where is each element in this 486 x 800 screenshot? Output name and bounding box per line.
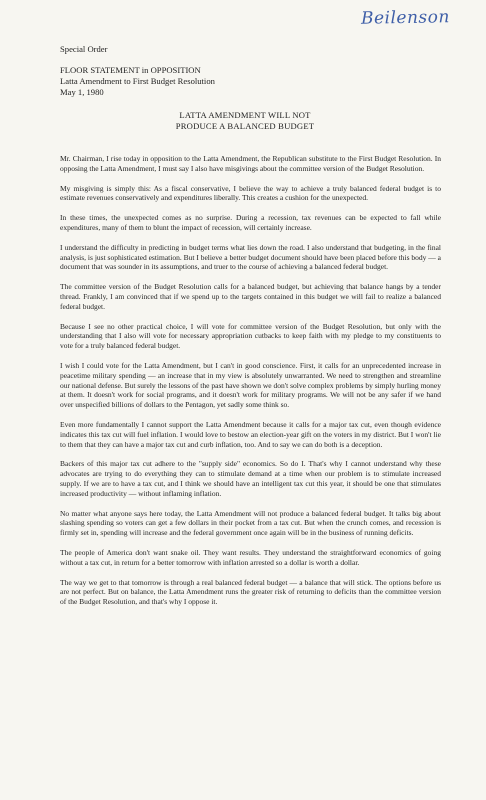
- header-line-1: FLOOR STATEMENT in OPPOSITION: [60, 65, 201, 75]
- paragraph: The people of America don't want snake oil. They want results. They understand the straightforward economics of going without a tax cut, in return for a better tomorrow with inflation arrested so a dollar is worth a dollar.: [60, 547, 441, 567]
- paragraph: Mr. Chairman, I rise today in opposition to the Latta Amendment, the Republican substitute to the First Budget Resolution. In opposing the Latta Amendment, I must say I also have misgivings about the committee version of the Budget Resolution.: [60, 154, 441, 173]
- document-title: [60, 110, 430, 131]
- paragraph: My misgiving is simply this: As a fiscal conservative, I believe the way to achieve a truly balanced federal budget is to estimate revenues conservatively and expenditures liberally. This creates a cushion for the unexpected.: [60, 183, 441, 203]
- statement-body: [60, 154, 441, 617]
- title-line-2: PRODUCE A BALANCED BUDGET: [175, 120, 315, 131]
- paragraph: In these times, the unexpected comes as no surprise. During a recession, tax revenues can be expected to fall while expenditures, many of them to blunt the impact of recession, will certainly increase.: [60, 213, 441, 232]
- paragraph: No matter what anyone says here today, the Latta Amendment will not produce a balanced federal budget. It talks big about slashing spending so voters can get a few dollars in their pocket from a tax cut. But when the crunch comes, and recession is firmly set in, spending will increase and the federal government once again will be in the business of running deficits.: [60, 508, 441, 538]
- special-order-label: Special Order: [60, 44, 108, 54]
- header-date: May 1, 1980: [60, 87, 104, 97]
- paragraph: The committee version of the Budget Resolution calls for a balanced budget, but achieving that balance hangs by a tender thread. Frankly, I am convinced that if we spend up to the targets contained in this budget we will fail to realize a balanced federal budget.: [60, 282, 441, 311]
- paragraph: Backers of this major tax cut adhere to the "supply side" economics. So do I. That's why I cannot understand why these advocates are trying to do everything they can to stimulate demand at a time when our problem is to stimulate increased supply. If we are to have a tax cut, and I think we should have an intelligent tax cut this year, it should be one that stimulates increased productivity — without inflaming inflation.: [60, 459, 441, 498]
- paragraph: I understand the difficulty in predicting in budget terms what lies down the road. I also understand that budgeting, in the final analysis, is just sophisticated estimation. But I believe a better budget document should have been placed before this body — a document that was sounder in its assumptions, and truer to the course of achieving a balanced federal budget.: [60, 242, 441, 272]
- paragraph: The way we get to that tomorrow is through a real balanced federal budget — a balance that will stick. The options before us are not perfect. But on balance, the Latta Amendment runs the greater risk of returning to deficits than the committee version of the Budget Resolution, and that's why I oppose it.: [60, 577, 441, 607]
- paragraph: I wish I could vote for the Latta Amendment, but I can't in good conscience. First, it calls for an unprecedented increase in peacetime military spending — an increase that in my view is absolutely unwarranted. We need to strengthen and streamline our national defense. But surely the lessons of the past have shown we don't solve complex problems by simply hurling money at them. It doesn't work for social programs, and it doesn't work for military programs. We will not be any safer if we hand over unspecified billions of dollars to the Pentagon, yet sadly some think so.: [60, 360, 441, 410]
- paragraph: Even more fundamentally I cannot support the Latta Amendment because it calls for a major tax cut, even though evidence indicates this tax cut will fuel inflation. I would love to bestow an election-year gift on the voters in my district. But I won't lie to them that they can have a major tax cut and curb inflation, too. And to say we can do both is a deception.: [60, 419, 441, 449]
- header-line-2: Latta Amendment to First Budget Resolution: [60, 76, 215, 86]
- paragraph: Because I see no other practical choice, I will vote for committee version of the Budget Resolution, but only with the understanding that I also will vote for necessary appropriation cutbacks to keep faith with my pledge to my constituents to vote for a truly balanced federal budget.: [60, 321, 441, 351]
- handwritten-signature: Beilenson: [360, 7, 451, 29]
- title-line-1: LATTA AMENDMENT WILL NOT: [179, 110, 311, 120]
- document-header: [60, 44, 440, 98]
